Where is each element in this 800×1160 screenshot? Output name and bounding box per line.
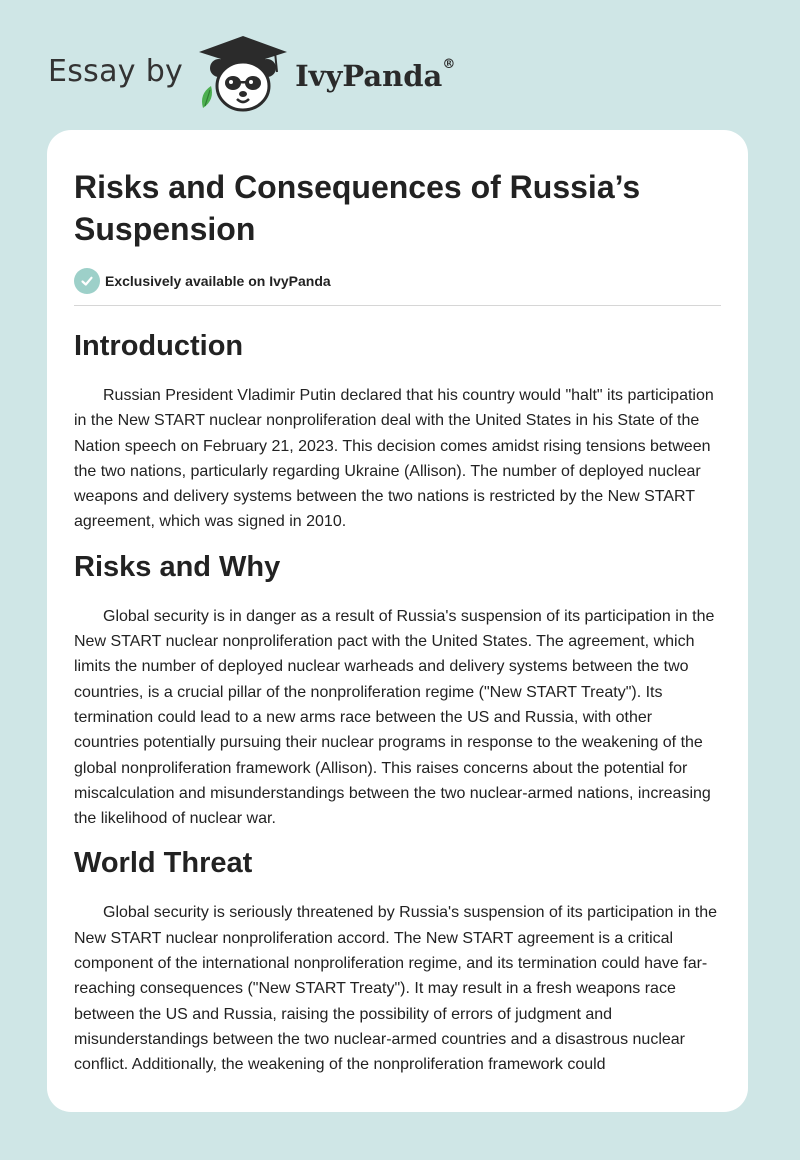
section-introduction	[74, 328, 721, 535]
section-world-threat	[74, 845, 721, 1077]
exclusive-badge	[74, 268, 721, 294]
brand-prefix: Essay by	[48, 53, 184, 89]
section-risks-and-why	[74, 549, 721, 832]
essay-card	[47, 130, 748, 1112]
section-paragraph: Russian President Vladimir Putin declared that his country would "halt" its participation in the New START nuclear nonproliferation deal with the United States in his State of the Nation speech on February 21, 2023. This decision comes amidst rising tensions between the two nations, particularly regarding Ukraine (Allison). The number of deployed nuclear weapons and delivery systems between the two nations is restricted by the New START agreement, which was signed in 2010.	[74, 387, 714, 531]
divider	[74, 305, 721, 306]
exclusive-badge-text: Exclusively available on IvyPanda	[105, 273, 331, 289]
panda-logo-icon	[195, 34, 291, 114]
section-heading: Introduction	[74, 330, 244, 362]
section-heading: World Threat	[74, 847, 253, 880]
section-paragraph: Global security is in danger as a result of Russia's suspension of its participation in the New START nuclear nonproliferation pact with the United States. The agreement, which limits the number of deployed nuclear warheads and delivery systems between the two countries, is a crucial pillar of the nonproliferation regime ("New START Treaty"). Its termination could lead to a new arms race between the US and Russia, with other countries potentially pursuing their nuclear programs in response to the weakening of the global nonproliferation framework (Allison). This raises concerns about the potential for miscalculation and misunderstandings between the two nuclear-armed nations, increasing the likelihood of nuclear war.	[74, 607, 715, 828]
check-icon	[74, 268, 100, 294]
section-paragraph: Global security is seriously threatened by Russia's suspension of its participation in the New START nuclear nonproliferation accord. The New START agreement is a critical component of the international nonproliferation regime, and its termination could have far-reaching consequences ("New START Treaty"). It may result in a fresh weapons race between the US and Russia, raising the possibility of errors of judgment and misunderstandings between the two nuclear-armed countries and a disastrous nuclear conflict. Additionally, the weakening of the nonproliferation framework could	[74, 904, 718, 1074]
page-title: Risks and Consequences of Russia’s Suspension	[74, 169, 641, 247]
section-heading: Risks and Why	[74, 550, 281, 583]
brand-name: IvyPanda®	[295, 57, 456, 93]
brand-header	[48, 34, 455, 114]
